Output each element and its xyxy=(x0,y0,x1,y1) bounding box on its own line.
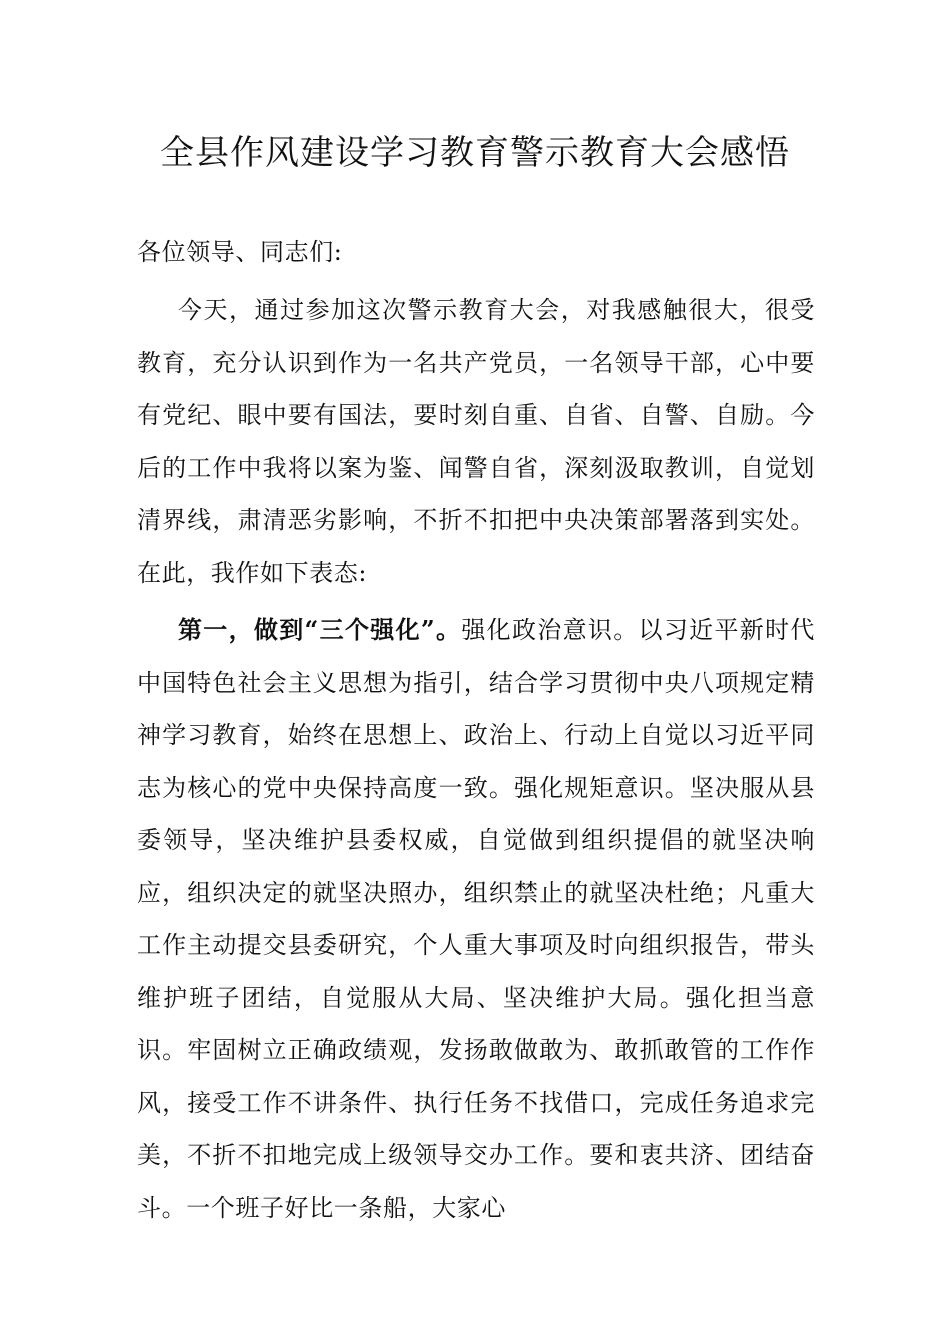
paragraph-first-point xyxy=(137,604,815,1234)
paragraph-lead-heading: 第一，做到“三个强化”。 xyxy=(178,615,462,644)
document-title: 全县作风建设学习教育警示教育大会感悟 xyxy=(160,133,790,173)
paragraph-intro: 今天，通过参加这次警示教育大会，对我感触很大，很受教育，充分认识到作为一名共产党员，一名领导干部，心中要有党纪、眼中要有国法，要时刻自重、自省、自警、自励。今后的工作中我将以案为鉴、闻警自省，深刻汲取教训，自觉划清界线，肃清恶劣影响，不折不扣把中央决策部署落到实处。在此，我作如下表态: xyxy=(137,296,815,587)
salutation: 各位领导、同志们: xyxy=(137,238,343,266)
paragraph-body: 强化政治意识。以习近平新时代中国特色社会主义思想为指引，结合学习贯彻中央八项规定精神学习教育，始终在思想上、政治上、行动上自觉以习近平同志为核心的党中央保持高度一致。强化规矩意识。坚决服从县委领导，坚决维护县委权威，自觉做到组织提倡的就坚决响应，组织决定的就坚决照办，组织禁止的就坚决杜绝；凡重大工作主动提交县委研究，个人重大事项及时向组织报告，带头维护班子团结，自觉服从大局、坚决维护大局。强化担当意识。牢固树立正确政绩观，发扬敢做敢为、敢抓敢管的工作作风，接受工作不讲条件、执行任务不找借口，完成任务追求完美，不折不扣地完成上级领导交办工作。要和衷共济、团结奋斗。一个班子好比一条船，大家心 xyxy=(137,616,815,1222)
